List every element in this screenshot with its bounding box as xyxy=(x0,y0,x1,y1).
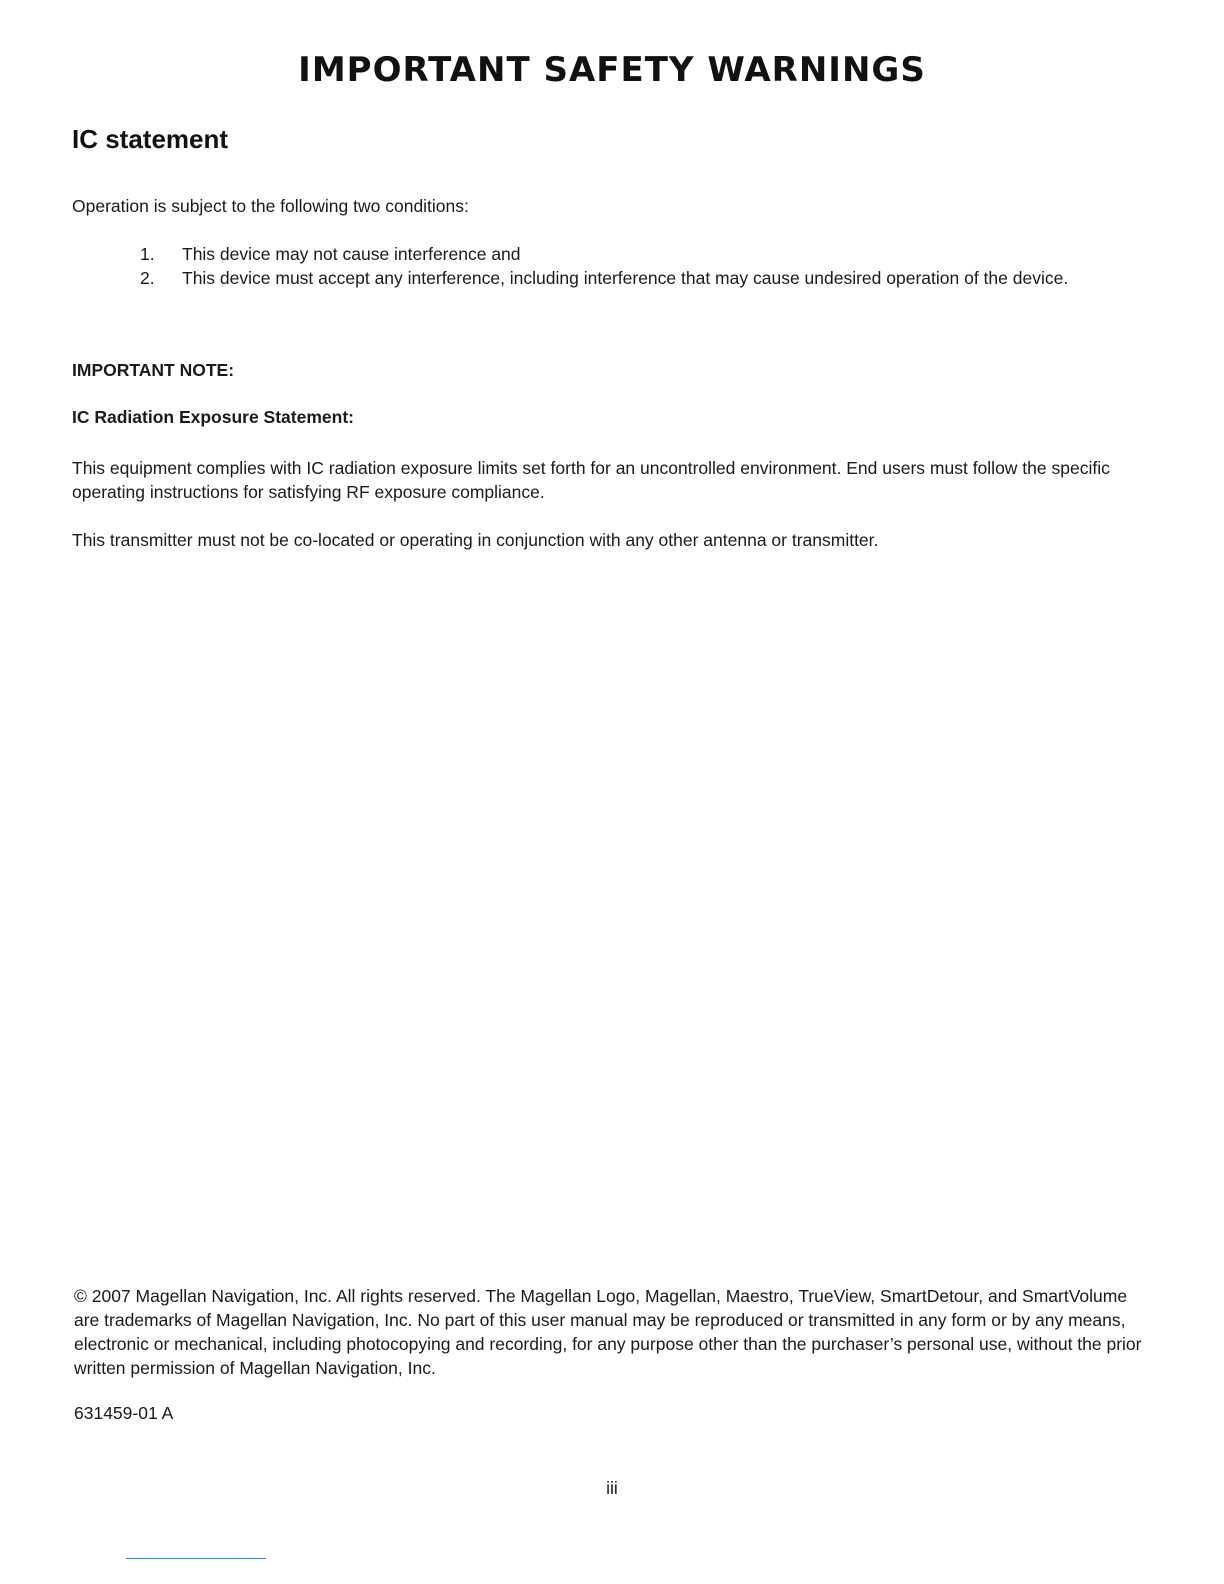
conditions-intro: Operation is subject to the following two conditions: xyxy=(72,196,469,216)
footer-rule xyxy=(126,1558,266,1559)
compliance-paragraph: This equipment complies with IC radiation exposure limits set forth for an uncontrolled environment. End users must follow the specific operating instructions for satisfying RF exposure compliance. xyxy=(72,458,1110,502)
list-item-text: This device must accept any interference, including interference that may cause undesired operation of the device. xyxy=(182,268,1069,288)
list-item-number: 2. xyxy=(140,268,155,288)
transmitter-paragraph: This transmitter must not be co-located or operating in conjunction with any other antenna or transmitter. xyxy=(72,530,879,550)
page-title: IMPORTANT SAFETY WARNINGS xyxy=(298,50,926,90)
list-item xyxy=(130,266,1120,290)
page-number: iii xyxy=(606,1478,618,1498)
radiation-statement-label: IC Radiation Exposure Statement: xyxy=(72,407,354,427)
list-item xyxy=(130,242,1120,266)
section-heading-ic-statement: IC statement xyxy=(72,124,229,154)
conditions-list xyxy=(130,242,1120,290)
list-item-text: This device may not cause interference and xyxy=(182,244,521,264)
important-note-label: IMPORTANT NOTE: xyxy=(72,360,235,380)
copyright-paragraph: © 2007 Magellan Navigation, Inc. All rights reserved. The Magellan Logo, Magellan, Maestro, TrueView, SmartDetour, and SmartVolume are trademarks of Magellan Navigation, Inc. No part of this user manual may be reproduced or transmitted in any form or by any means, electronic or mechanical, including photocopying and recording, for any purpose other than the purchaser’s personal use, without the prior written permission of Magellan Navigation, Inc. xyxy=(74,1286,1142,1378)
list-item-number: 1. xyxy=(140,244,155,264)
part-number: 631459-01 A xyxy=(74,1403,174,1423)
